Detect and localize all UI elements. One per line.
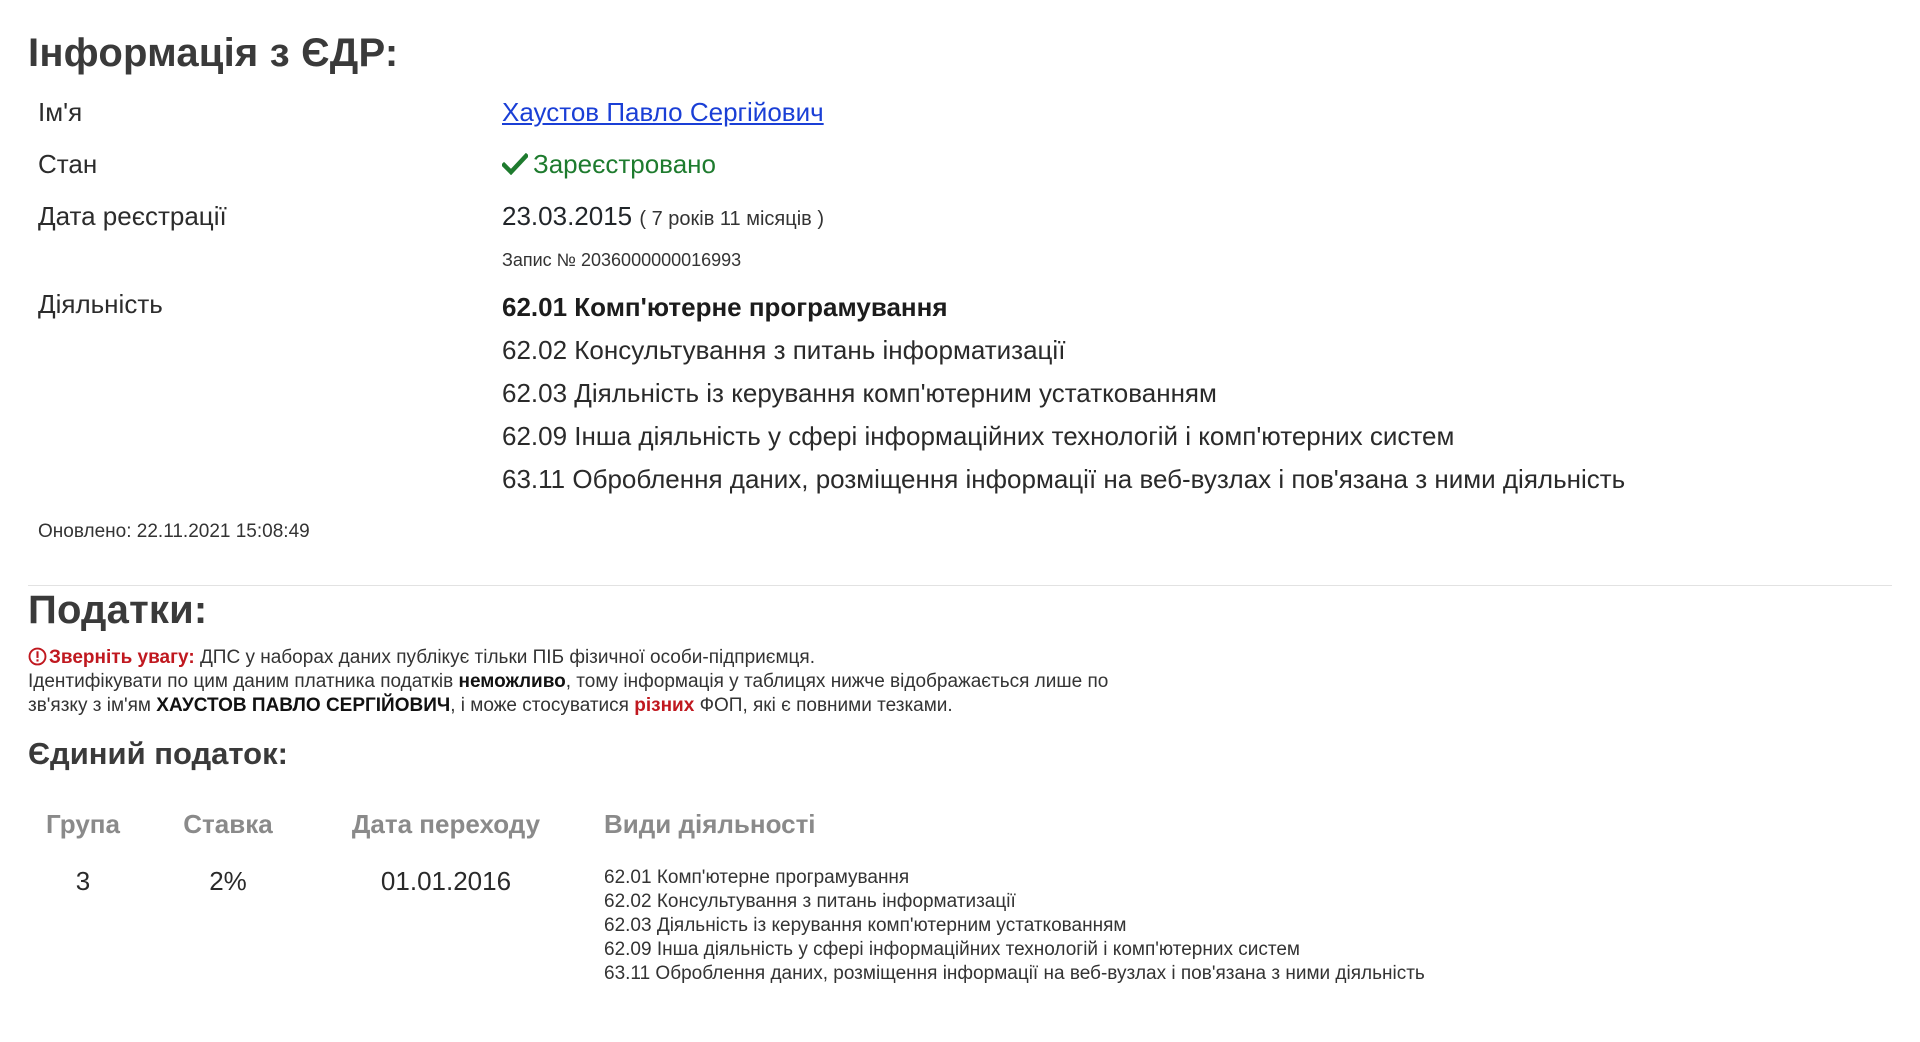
tax-notice bbox=[28, 646, 1892, 718]
edr-section-title: Інформація з ЄДР: bbox=[28, 31, 399, 75]
single-tax-table bbox=[28, 804, 1426, 987]
cell-date: 01.01.2016 bbox=[380, 866, 512, 896]
reg-date-label: Дата реєстрації bbox=[38, 201, 227, 231]
record-number-line bbox=[502, 247, 824, 273]
activity-item: 62.03 Діяльність із керування комп'ютерним устаткованням bbox=[502, 378, 1217, 408]
notice-line-1 bbox=[28, 646, 1892, 670]
record-number: 2036000000016993 bbox=[581, 250, 742, 270]
activity-type-item: 63.11 Оброблення даних, розміщення інформації на веб-вузлах і пов'язана з ними діяльність bbox=[604, 963, 1425, 984]
info-row-status bbox=[38, 146, 1892, 198]
name-label: Ім'я bbox=[38, 97, 83, 127]
notice-person-name: ХАУСТОВ ПАВЛО СЕРГІЙОВИЧ bbox=[156, 695, 451, 716]
notice-line-3 bbox=[28, 694, 1892, 718]
activity-list bbox=[502, 286, 1625, 501]
check-icon bbox=[502, 153, 528, 175]
alert-circle-icon bbox=[28, 647, 47, 666]
taxes-section-title: Податки: bbox=[28, 588, 208, 632]
header-transition-date: Дата переходу bbox=[351, 808, 541, 839]
notice-attention: Зверніть увагу: bbox=[49, 647, 195, 668]
reg-date-value-block bbox=[502, 198, 824, 273]
table-header-row bbox=[28, 804, 1426, 862]
single-tax-title: Єдиний податок: bbox=[28, 736, 288, 771]
notice-impossible: неможливо bbox=[458, 671, 566, 692]
updated-label: Оновлено: bbox=[38, 521, 132, 542]
notice-different: різних bbox=[634, 695, 695, 716]
activity-item: 62.02 Консультування з питань інформатизації bbox=[502, 335, 1066, 365]
info-row-activity bbox=[38, 286, 1892, 501]
notice-text-2b: , тому інформація у таблицях нижче відображається лише по bbox=[565, 671, 1109, 692]
name-value bbox=[502, 94, 824, 130]
table-row bbox=[28, 862, 1426, 987]
reg-date-value: 23.03.2015 bbox=[502, 201, 633, 231]
status-text: Зареєстровано bbox=[533, 149, 716, 179]
status-label: Стан bbox=[38, 149, 98, 179]
header-rate: Ставка bbox=[183, 808, 273, 839]
notice-line-2 bbox=[28, 670, 1892, 694]
updated-timestamp bbox=[28, 521, 1892, 543]
status-value bbox=[502, 146, 716, 182]
header-group: Група bbox=[46, 808, 120, 839]
activity-label: Діяльність bbox=[38, 289, 163, 319]
activity-item: 63.11 Оброблення даних, розміщення інформації на веб-вузлах і пов'язана з ними діяльність bbox=[502, 464, 1626, 494]
person-name-link[interactable]: Хаустов Павло Сергійович bbox=[502, 97, 824, 127]
record-label: Запис № bbox=[502, 250, 576, 270]
header-activity-types: Види діяльності bbox=[604, 808, 816, 839]
cell-rate: 2% bbox=[209, 866, 247, 896]
activity-type-item: 62.02 Консультування з питань інформатизації bbox=[604, 891, 1016, 912]
edr-info-table bbox=[28, 94, 1892, 501]
info-row-reg-date bbox=[38, 198, 1892, 286]
updated-value: 22.11.2021 15:08:49 bbox=[136, 521, 310, 542]
activity-item-main: 62.01 Комп'ютерне програмування bbox=[502, 292, 948, 322]
notice-text-3a: зв'язку з ім'ям bbox=[28, 695, 151, 716]
notice-text-1: ДПС у наборах даних публікує тільки ПІБ фізичної особи-підприємця. bbox=[199, 647, 815, 668]
info-row-name bbox=[38, 94, 1892, 146]
notice-text-3c: ФОП, які є повними тезками. bbox=[699, 695, 953, 716]
activity-type-item: 62.09 Інша діяльність у сфері інформаційних технологій і комп'ютерних систем bbox=[604, 939, 1300, 960]
cell-group: 3 bbox=[75, 866, 91, 896]
cell-activity-types bbox=[574, 862, 1426, 987]
activity-type-item: 62.01 Комп'ютерне програмування bbox=[604, 867, 910, 888]
notice-text-3b: , і може стосуватися bbox=[450, 695, 629, 716]
activity-type-item: 62.03 Діяльність із керування комп'ютерним устаткованням bbox=[604, 915, 1127, 936]
reg-duration: ( 7 років 11 місяців ) bbox=[639, 208, 824, 230]
notice-text-2a: Ідентифікувати по цим даним платника податків bbox=[28, 671, 454, 692]
activity-item: 62.09 Інша діяльність у сфері інформаційних технологій і комп'ютерних систем bbox=[502, 421, 1455, 451]
